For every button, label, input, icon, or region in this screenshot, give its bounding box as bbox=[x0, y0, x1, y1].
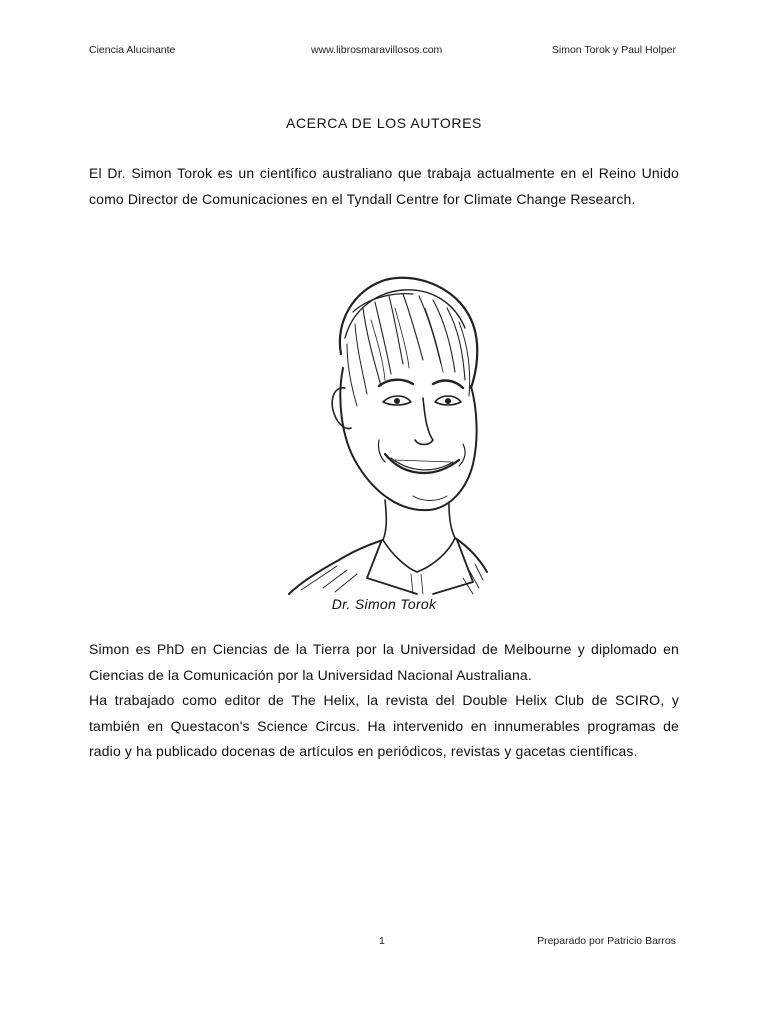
page-number: 1 bbox=[379, 935, 385, 947]
portrait-caption: Dr. Simon Torok bbox=[331, 596, 437, 612]
author-bio-details bbox=[89, 637, 679, 765]
header-book-title: Ciencia Alucinante bbox=[89, 44, 176, 56]
portrait-sketch-icon bbox=[283, 268, 489, 596]
author-bio-intro: El Dr. Simon Torok es un científico australiano que trabaja actualmente en el Reino Unido como Director de Comunicaciones en el Tyndall Centre for Climate Change Research. bbox=[89, 165, 679, 207]
section-title: ACERCA DE LOS AUTORES bbox=[286, 115, 482, 131]
header-authors: Simon Torok y Paul Holper bbox=[551, 44, 676, 56]
bio-career: Ha trabajado como editor de The Helix, la revista del Double Helix Club de SCIRO, y también en Questacon's Science Circus. Ha intervenido en innumerables programas de radio y ha publicado docenas de artículos en periódicos, revistas y gacetas científicas. bbox=[89, 692, 679, 759]
page-header bbox=[89, 44, 676, 60]
page-footer bbox=[89, 935, 676, 951]
footer-credit: Preparado por Patricio Barros bbox=[537, 935, 676, 947]
bio-education: Simon es PhD en Ciencias de la Tierra por la Universidad de Melbourne y diplomado en Ciencias de la Comunicación por la Universidad Nacional Australiana. bbox=[89, 641, 679, 683]
author-portrait bbox=[283, 268, 489, 596]
header-website[interactable]: www.librosmaravillosos.com bbox=[311, 44, 443, 56]
